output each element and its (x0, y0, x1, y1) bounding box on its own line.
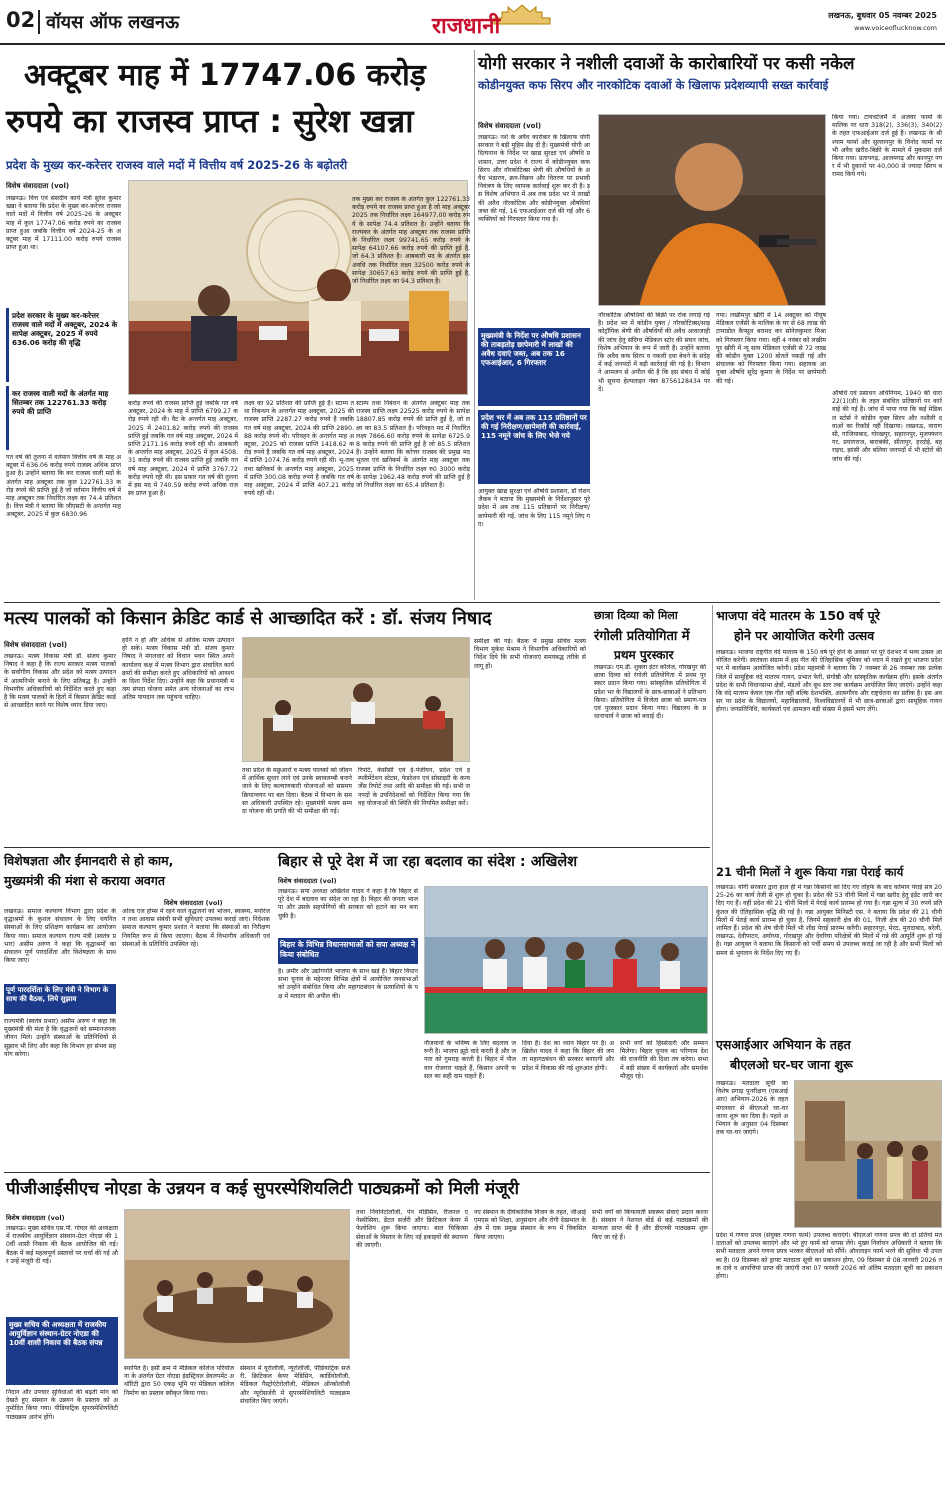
meeting-room-image (243, 638, 470, 762)
story-pgich-para-5: तथा नियोनेटोलॉजी, पेन मेडिसिन, रीजनल एनेस्थीसिया, डेंटल सर्जरी और क्रिटिकल केयर में फेलोशिप शुरू किया जाएगा। बाल चिकित्सा सेवाओं के विस्तार के लिए नई इकाइयों की स्थापना की जाएगी। (356, 1209, 468, 1249)
story-pgich-headline: पीजीआईसीएच नोएडा के उन्नयन व कई सुपरस्पेशियलिटी पाठ्यक्रमों को मिली मंजूरी (6, 1179, 520, 1199)
story-welfare-byline: विशेष संवाददाता (vol) (164, 899, 223, 907)
story-drugs-para-2: आयुक्त खाद्य सुरक्षा एवं औषधि प्रशासन, डॉ रोशन जैकब ने बताया कि मुख्यमंत्री के निर्देशानुसार पूरे प्रदेश में अब तक 115 प्रतिष्ठानों पर निरीक्षण/छापेमारी की गई, जांच के लिए 115 नमूने लिए गए। (478, 488, 590, 528)
story-vande-para: लखनऊ। भाजपा राष्ट्रगीत वंदे मातरम के 150 वर्ष पूरे होने के अवसर पर पूरे देशभर में भव्य उत्सव आयोजित करेगी। स्वतंत्रता संग्राम में इस गीत की ऐतिहासिक भूमिका को ध्यान में रखते हुए भाजपा प्रदेश भर में कार्यक्रम आयोजित करेगी। प्रदेश महामंत्री ने बताया कि 7 नवम्बर से 26 नवम्बर तक प्रत्येक जिले में सामूहिक वंदे मातरम गायन, प्रभात फेरी, संगोष्ठी और सांस्कृतिक कार्यक्रम होंगे। इसके अंतर्गत प्रदेश के सभी विधानसभा क्षेत्रों, मंडलों और बूथ स्तर तक कार्यक्रम आयोजित किए जाएंगे। उन्होंने कहा कि वंदे मातरम केवल एक गीत नहीं बल्कि देशभक्ति, आत्मगौरव और राष्ट्रचेतना का प्रतीक है। इस अवसर पर प्रदेश के विद्यालयों, महाविद्यालयों, विश्वविद्यालयों में भी छात्र-छात्राओं द्वारा सामूहिक गायन होगा। जनप्रतिनिधि, कार्यकर्ता एवं आमजन बड़ी संख्या में इसमें भाग लेंगे। (716, 649, 942, 714)
story-welfare-col-1 (4, 908, 116, 982)
story-akhilesh-para-1: लखनऊ। सपा अध्यक्ष अखिलेश यादव ने कहा है कि बिहार से पूरे देश में बदलाव का संदेश जा रहा है। बिहार की जनता भाजपा और उसके सहयोगियों की सरकार को हटाने का मन बना चुकी है। (278, 888, 418, 920)
story-pgich-col-1b (6, 1389, 118, 1491)
story-revenue-para-4: लक्ष्य का 92 प्रतिशत की प्राप्ति हुई है। स्टाम्प तथा निबन्धन के अन्तर्गत माह अक्टूबर, 2025 की राजस्व प्राप्ति 2287.27 करोड़ रुपये है जबकि गत वर्ष माह अक्टूबर, 2024 की प्राप्ति 2890.88 करोड़ रुपये थी। परिवहन के अन्तर्गत माह अक्टूबर, 2025 को राजस्व प्राप्ति 1418.62 करोड़ रुपये है जबकि गत वर्ष माह अक्टूबर, 2024 में प्राप्ति 1074.76 करोड़ रुपये रही थी। भू-तत्व तथा खनिकर्म के अन्तर्गत माह अक्टूबर, 2025 में प्राप्ति 300.08 करोड़ रुपये है जबकि गत वर्ष माह अक्टूबर, 2024 में प्राप्ति 407.21 करोड़ रुपये रही थी। (244, 400, 354, 498)
story-drugs-para-4: गया। लखीमपुर खीरी में 14 अक्टूबर को पीयूष मेडिकल एजेंसी के मालिक के घर से 68 लाख की टामाडोल कैप्सूल बरामद कर सोनेलकुमार मिश्रा को गिरफ्तार किया गया। वहीं 4 नवंबर को लखीमपुर खीरी में न्यू साय मेडिकल एजेंसी से 72 लाख की कोडीन युक्त 1200 बोतलें पकड़ी गई और संचालक को गिरफ्तार किया गया। सहायक आयुक्त औषधि सुरेंद्र कुमार के निर्देश पर छापेमारी की गई। (716, 312, 826, 385)
story-pgich-para-1: लखनऊ। मुख्य सचिव एस.पी. गोयल की अध्यक्षता में राजकीय आयुर्विज्ञान संस्थान-ग्रेटर नोएडा की 10वीं शासी निकाय की बैठक आयोजित की गई। बैठक में कई महत्वपूर्ण प्रस्तावों पर चर्चा की गई और उन्हें मंजूरी दी गई। (6, 1225, 118, 1265)
story-pgich-photo (124, 1209, 350, 1359)
section-name: वॉयस ऑफ लखनऊ (46, 12, 180, 33)
story-drugs-headline: योगी सरकार ने नशीली दवाओं के कारोबारियों पर कसी नकेल (478, 54, 855, 74)
story-drugs-highlight-1: मुख्यमंत्री के निर्देश पर औषधि प्रशासन की ताबड़तोड़ छापेमारी में लाखों की अवैध दवाएं जब्त, अब तक 16 एफआईआर, 6 गिरफ्तार (478, 328, 590, 406)
story-rangoli-col-1 (474, 638, 586, 838)
story-pgich-col-2 (124, 1365, 234, 1491)
story-vande-mataram (716, 605, 942, 860)
story-sir-para-2: प्रदेश में गणना प्रपत्र (संयुक्त गणना फार्म) उपलब्ध कराएंगे। बीएलओ गणना प्रपत्र की दो प्रतियां मतदाताओं को उपलब्ध कराएंगे और भरे हुए फार्म को वापस लेंगे। मुख्य निर्वाचन अधिकारी ने बताया कि सभी मतदाता अपने गणना प्रपत्र भरकर बीएलओ को सौंपें। ऑनलाइन फार्म भरने की सुविधा भी उपलब्ध है। 09 दिसम्बर को ड्राफ्ट मतदाता सूची का प्रकाशन होगा, 09 दिसम्बर से 08 जनवरी 2026 तक दावे व आपत्तियां प्राप्त की जाएंगी तथा 07 फरवरी 2026 को अंतिम मतदाता सूची का प्रकाशन होगा। (716, 1232, 942, 1281)
story-akhilesh-para-4: दिया है। देश का ध्यान बिहार पर है। अखिलेश यादव ने कहा कि बिहार की जनता महागठबंधन की सरकार बनाएगी और प्रदेश में विकास की नई शुरुआत होगी। (522, 1040, 614, 1072)
story-pgich-para-3: स्थापित है। इसी क्रम में मेडिकल कॉलेज परियोजना के अंतर्गत ग्रेटर नोएडा इंडस्ट्रियल डेवलपमेंट अथॉरिटी द्वारा 50 एकड़ भूमि पर मेडिकल कॉलेज निर्माण का प्रस्ताव स्वीकृत किया गया। (124, 1365, 234, 1397)
story-pgich-col-4 (356, 1209, 468, 1491)
story-pgich-para-4: संस्थान में यूरोलॉजी, न्यूरोलॉजी, पीडियाट्रिक सर्जरी, क्रिटिकल केयर मेडिसिन, कार्डियोलॉजी, मेडिकल गैस्ट्रोएंटेरोलॉजी, मेडिकल ऑन्कोलॉजी और न्यूरोसर्जरी में सुपरस्पेशियलिटी पाठ्यक्रम संचालित किए जाएंगे। (240, 1365, 350, 1405)
chief-minister-image (599, 115, 826, 306)
story-pgich-col-5 (474, 1209, 586, 1491)
story-fisheries-col-3 (242, 767, 352, 843)
story-rangoli-col-2 (594, 664, 706, 840)
dateline: लखनऊ, बुधवार 05 नवम्बर 2025 (828, 11, 937, 20)
story-sir-photo (794, 1080, 942, 1228)
story-pgich-para-7: सभी वर्गों को किफायती स्वास्थ्य सेवाएं प्रदान करना है। संस्थान ने नेशनल बोर्ड से कई पाठ्यक्रमों की मान्यता प्राप्त की है और डीएनबी पाठ्यक्रम शुरू किए जा रहे हैं। (592, 1209, 708, 1241)
story-welfare-headline-2: मुख्यमंत्री की मंशा से कराया अवगत (4, 873, 166, 888)
story-sir-headline-1: एसआईआर अभियान के तहत (716, 1037, 851, 1052)
story-revenue-col-5 (352, 196, 470, 346)
story-sugar-para: लखनऊ। योगी सरकार द्वारा हाल ही में गन्ना किसानों को दिए गए तोहफे के बाद वर्तमान पेराई सत्र 2025-26 का कार्य तेजी से शुरू हो चुका है। प्रदेश की 53 चीनी मिलों में गन्ना खरीद हेतु इंडेंट जारी कर दिए गए हैं। वहीं प्रदेश की 21 चीनी मिलों में पेराई कार्य प्रारम्भ हो गया है। गन्ना मूल्य में 30 रुपये प्रति कुंतल की ऐतिहासिक वृद्धि की गई है। गन्ना आयुक्त मिनिस्टी एस. ने बताया कि प्रदेश की 21 चीनी मिलों में पेराई कार्य प्रारम्भ हो चुका है, जिनमें सहकारी क्षेत्र की 01, निजी क्षेत्र की 20 चीनी मिलें शामिल हैं। प्रदेश की शेष चीनी मिलें भी शीघ्र पेराई प्रारम्भ करेंगी। सहारनपुर, मेरठ, मुरादाबाद, बरेली, लखनऊ, देवीपाटन, अयोध्या, गोरखपुर और देवरिया परिक्षेत्रों की मिलों में गन्ने की आपूर्ति शुरू हो गई है। गन्ना आयुक्त ने बताया कि किसानों को पर्ची समय से उपलब्ध कराई जा रही है और सभी मिलों को समय से भुगतान के निर्देश दिए गए हैं। (716, 884, 942, 957)
story-revenue-para-1: लखनऊ। वित्त एवं संसदीय कार्य मंत्री सुरेश कुमार खन्ना ने बताया कि प्रदेश के मुख्य कर-करेत्तर राजस्व वाले मदों में वित्तीय वर्ष 2025-26 के अक्टूबर माह में कुल 17747.06 करोड़ रुपये का राजस्व प्राप्त हुआ जबकि वित्तीय वर्ष 2024-25 के अक्टूबर माह में 17111.00 करोड़ रुपये राजस्व प्राप्त हुआ था। (6, 195, 121, 252)
story-rangoli-headline-1: छात्रा दिव्या को मिला (594, 609, 678, 622)
story-fisheries-col-1 (4, 653, 116, 841)
column-divider (474, 50, 475, 600)
story-revenue-highlight-1: प्रदेश सरकार के मुख्य कर-करेत्तर राजस्व वाले मदों में अक्टूबर, 2024 के सापेक्ष अक्टूबर, 2025 में रुपये 636.06 करोड़ की वृद्धि (6, 308, 121, 382)
story-drugs-highlight-2: प्रदेश भर में अब तक 115 प्रतिष्ठानों पर की गई निरीक्षण/छापेमारी की कार्रवाई, 115 नमूने जांच के लिए भेजे गये (478, 410, 590, 484)
story-sugar-mills (716, 862, 942, 1030)
story-vande-headline-1: भाजपा वंदे मातरम के 150 वर्ष पूरे (716, 608, 880, 623)
story-drugs-para-6: औषधि एवं प्रसाधन अधिनियम, 1940 की धारा 22(1)(डी) के तहत संबंधित प्रतिष्ठानों पर कार्रवाई की गई है। जांच में पाया गया कि कई मेडिकल स्टोर्स ने कोडीन युक्त सिरप और नशीली दवाओं का रिकॉर्ड नहीं दिखाया। लखनऊ, वाराणसी, गाजियाबाद, गोरखपुर, सहारनपुर, मुजफ्फरनगर, प्रयागराज, बाराबंकी, सीतापुर, हरदोई, बहराइच, झांसी और बलिया जनपदों में भी स्टोरों की जांच की गई। (832, 390, 942, 463)
story-pgich-para-6: नए संस्थान के दीर्घकालिक विजन के तहत, जीआईएमएस को शिक्षा, अनुसंधान और रोगी देखभाल के क्षेत्र में एक प्रमुख संस्थान के रूप में विकसित किया जाएगा। (474, 1209, 586, 1241)
story-akhilesh-highlight: बिहार के विभिन्न विधानसभाओं को सपा अध्यक्ष ने किया संबोधित (278, 938, 418, 964)
story-pgich-col-3 (240, 1365, 350, 1491)
story-akhilesh-para-5: सभी वर्गों को हिस्सेदारी और सम्मान मिलेगा। बिहार चुनाव का परिणाम देश की राजनीति की दिशा तय करेगा। सभा में बड़ी संख्या में कार्यकर्ता और समर्थक मौजूद रहे। (620, 1040, 708, 1080)
story-revenue-col-3 (244, 400, 354, 595)
story-revenue-col-1 (6, 195, 121, 305)
story-drugs-col-4 (832, 114, 942, 384)
story-akhilesh-byline: विशेष संवाददाता (vol) (278, 877, 337, 885)
palace-logo-icon (492, 4, 552, 26)
story-drugs-col-2 (598, 312, 710, 602)
story-welfare-highlight: पूर्ण पारदर्शिता के लिए मंत्री ने विभाग के साथ की बैठक, लिये सुझाव (4, 984, 116, 1014)
story-fisheries-headline: मत्स्य पालकों को किसान क्रेडिट कार्ड से आच्छादित करें : डॉ. संजय निषाद (4, 608, 492, 629)
story-welfare-headline-1: विशेषज्ञता और ईमानदारी से हो काम, (4, 853, 174, 868)
story-akhilesh-para-3: नौजवानों के भविष्य के लिए बदलाव जरूरी है। भाजपा झूठे वादे करती है और जनता को गुमराह करती है। बिहार में नौजवान रोजगार चाहते हैं, किसान अपनी फसल का सही दाम चाहते हैं। (424, 1040, 516, 1080)
section-rule-3 (4, 1172, 710, 1173)
column-divider-right (712, 605, 713, 1245)
story-fisheries-para-1: लखनऊ। मत्स्य विकास मंत्री डॉ. संजय कुमार निषाद ने कहा है कि राज्य सरकार मत्स्य पालकों के सर्वांगीण विकास और प्रदेश को मत्स्य उत्पादन में आत्मनिर्भर बनाने के लिए प्रतिबद्ध है। उन्होंने विभागीय अधिकारियों को निर्देशित करते हुए कहा है कि मत्स्य पालकों के हितों में किसान क्रेडिट कार्ड से आच्छादित करने पर विशेष ध्यान दिया जाए। (4, 653, 116, 710)
rally-stage-image (425, 887, 708, 1034)
story-fisheries-para-2: हानि न हो और अधिक से अधिक मत्स्य उत्पादन हो सके। मत्स्य विकास मंत्री डॉ. संजय कुमार निषाद ने मंगलवार को विधान भवन स्थित अपने कार्यालय कक्ष में मत्स्य विभाग द्वारा संचालित कार्यक्रमों की समीक्षा करते हुए अधिकारियों को आवश्यक दिशा निर्देश दिए। उन्होंने कहा कि प्रधानमंत्री मत्स्य संपदा योजना समेत अन्य योजनाओं का लाभ अंतिम पायदान तक पहुंचना चाहिए। (122, 637, 234, 702)
story-akhilesh-col-3 (522, 1040, 614, 1168)
story-welfare-col-1b (4, 1018, 116, 1158)
story-akhilesh-col-1b (278, 968, 418, 1052)
blo-door-to-door-image (795, 1081, 942, 1228)
story-fisheries-para-3: तथा प्रदेश के मछुआरों व मत्स्य पालकों को जीवन में आर्थिक सुधार लाने एवं उनके स्वावलम्बी बनाने जाने के लिए कल्याणकारी योजनाओं को ससमय क्रियान्वयन पर बल दिया। बैठक में विभाग के समस्त अधिकारी उपस्थित रहे। मुख्यमंत्री मत्स्य सम्पदा योजना की प्रगति की भी समीक्षा की गई। (242, 767, 352, 816)
story-drugs-col-5 (832, 390, 942, 602)
story-fisheries-col-4 (358, 767, 470, 843)
story-rangoli-headline-3: प्रथम पुरस्कार (614, 648, 674, 662)
story-revenue-headline-1: अक्टूबर माह में 17747.06 करोड़ (24, 58, 426, 93)
story-pgich-highlight: मुख्य सचिव की अध्यक्षता में राजकीय आयुर्विज्ञान संस्थान-ग्रेटर नोएडा की 10वीं शासी निकाय की बैठक संपन्न (6, 1317, 118, 1385)
story-sir-headline-2: बीएलओ घर-घर जाना शुरू (730, 1057, 853, 1072)
story-revenue-col-6 (356, 400, 470, 595)
story-akhilesh-col-2 (424, 1040, 516, 1168)
story-fisheries-col-2 (122, 637, 234, 841)
story-pgich-para-2: निदान और उपचार सुविधाओं की बढ़ती मांग को देखते हुए संस्थान के उन्नयन के प्रस्ताव को अनुमोदित किया गया। पीडियाट्रिक सुपरस्पेशियलिटी पाठ्यक्रम आरंभ होंगे। (6, 1389, 118, 1421)
story-welfare-para-1: लखनऊ। समाज कल्याण विभाग द्वारा प्रदेश के वृद्धाश्रमों के कुशल संचालन के लिए चयनित संस्थाओं के लिए प्रशिक्षण कार्यक्रम का आयोजन किया गया। समाज कल्याण राज्य मंत्री (स्वतंत्र प्रभार) असीम अरुण ने कहा कि वृद्धाश्रमों का संचालन पूर्ण पारदर्शिता और विशेषज्ञता के साथ किया जाए। (4, 908, 116, 965)
story-revenue-col-1b (6, 454, 121, 594)
story-drugs-col-1b (478, 488, 590, 603)
website: www.voiceoflucknow.com (854, 24, 937, 32)
story-drugs-para-3: नॉरकोटिक औषधियों की बिक्री पर रोक लगाई गई है। प्रदेश भर में कोडीन युक्त / नॉरकोटिक्स/साइकोट्रॉपिक श्रेणी की औषधियों की अवैध आवाजाही की जांच हेतु संदिग्ध मेडिकल स्टोर की सघन जांच, विशेष अभियान के रूप में जारी है। उन्होंने बताया कि अवैध कफ सिरप व नकली दवा बेचने के संदेह में कई जनपदों में बड़ी कार्रवाई की गई है। विभाग ने आमजन से अपील की है कि इस संबंध में कोई भी सूचना हेल्पलाइन नंबर 8756128434 पर दें। (598, 312, 710, 393)
story-vande-headline-2: होने पर आयोजित करेगी उत्सव (734, 628, 875, 643)
story-revenue-col-2 (128, 400, 238, 595)
story-rangoli-para-2: लखनऊ। एम.डी. शुक्ला इंटर कॉलेज, गोरखपुर की छात्रा दिव्या को रंगोली प्रतियोगिता में प्रथम पुरस्कार प्रदान किया गया। सांस्कृतिक प्रतियोगिता में प्रदेश भर के विद्यालयों के छात्र-छात्राओं ने प्रतिभाग किया। प्रतियोगिता में विजेता छात्रा को प्रमाण-पत्र एवं पुरस्कार प्रदान किया गया। विद्यालय के प्रधानाचार्य ने छात्रा को बधाई दी। (594, 664, 706, 721)
story-sir-para-1: लखनऊ। मतदाता सूची का विशेष प्रगाढ़ पुनरीक्षण (एसआईआर) अभियान-2026 के तहत मंगलवार से बीएलओ घर-घर जाना शुरू कर दिया है। पहले अभियान के अनुसार 04 दिसम्बर तक घर-घर जाएंगे। (716, 1080, 788, 1137)
story-drugs-byline: विशेष संवाददाता (vol) (478, 122, 542, 130)
story-pgich-col-1 (6, 1225, 118, 1315)
story-sir-col-1 (716, 1080, 788, 1228)
story-drugs-col-3 (716, 312, 826, 602)
story-rangoli (474, 609, 710, 843)
story-welfare-para-2: राज्यमंत्री (स्वतंत्र प्रभार) असीम अरुण ने कहा कि मुख्यमंत्री की मंशा है कि वृद्धजनों को सम्मानजनक जीवन मिले। उन्होंने संस्थाओं के प्रतिनिधियों से सुझाव भी लिए और कहा कि विभाग हर संभव सहयोग करेगा। (4, 1018, 116, 1058)
story-drugs-para-5: किया गया। टायवर्टेजमैं में अजवर फार्मा के मालिक पर धारा 318(2), 336(3), 340(2) के तहत एफआईआर दर्ज हुई है। लखनऊ के श्री श्याम फार्मा और सुल्तानपुर के विनोद फार्मा पर भी अवैध खरीद-बिक्री के मामले में मुकदमा दर्ज किया गया। प्रतापगढ़, आजमगढ़ और कानपुर नगर में भी दुकानों पर 40,000 से ज्यादा सिरप बरामद किये गये। (832, 114, 942, 179)
logo-text: राजधानी (432, 14, 501, 39)
story-revenue-para-5: तक मुख्य कर राजस्व के अंतर्गत कुल 122761.33 करोड़ रुपये का राजस्व प्राप्त हुआ है जो माह अक्टूबर 2025 तक निर्धारित लक्ष्य 164977.00 करोड़ रुपये के सापेक्ष 74.4 प्रतिशत है। उन्होंने बताया कि राज्यकर के अंतर्गत माह अक्टूबर तक राजस्व प्राप्ति के निर्धारित लक्ष्य 99741.65 करोड़ रुपये के सापेक्ष 64107.66 करोड़ रुपये की प्राप्ति हुई है, जो 64.3 प्रतिशत है। आबकारी मद के अंतर्गत इस अवधि तक निर्धारित लक्ष्य 32500 करोड़ रुपये के सापेक्ष 30657.63 करोड़ रुपये की प्राप्ति हुई है, जो निर्धारित लक्ष्य का 94.3 प्रतिशत है। (352, 196, 470, 286)
story-pgich-col-6 (592, 1209, 708, 1491)
story-welfare-para-3: ओल्ड एज होम्स में रहने वाले वृद्धजनों को भोजन, स्वास्थ्य, मनोरंजन तथा आवास संबंधी सभी सुविधाएं उपलब्ध कराई जाएं। निदेशक समाज कल्याण कुमार प्रशांत ने बताया कि संस्थाओं का निरीक्षण नियमित रूप से किया जाएगा। बैठक में विभागीय अधिकारी एवं संस्थाओं के प्रतिनिधि उपस्थित रहे। (122, 908, 270, 948)
board-meeting-image (125, 1210, 350, 1359)
story-akhilesh-headline: बिहार से पूरे देश में जा रहा बदलाव का संदेश : अखिलेश (278, 854, 578, 870)
story-drugs-photo (598, 114, 826, 306)
masthead-rule (0, 43, 945, 45)
story-pgich-byline: विशेष संवाददाता (vol) (6, 1214, 65, 1222)
story-revenue-para-3: करोड़ रुपये की राजस्व प्राप्ति हुई जबकि गत वर्ष अक्टूबर, 2024 के माह में प्राप्ति 6799.27 करोड़ रुपये रही थी। वैट के अन्तर्गत माह अक्टूबर, 2025 में 2401.82 करोड़ रुपये की राजस्व प्राप्ति हुई जबकि गत वर्ष माह अक्टूबर, 2024 में प्राप्ति 2171.16 करोड़ रुपये रही थी। आबकारी के अन्तर्गत माह अक्टूबर, 2025 में कुल 4508.31 करोड़ रुपये की राजस्व प्राप्ति हुई जबकि गत वर्ष माह अक्टूबर, 2024 में प्राप्ति 3767.72 करोड़ रुपये रही थी। इस प्रकार गत वर्ष की तुलना में इस मद में 740.59 करोड़ रुपये अधिक राजस्व प्राप्त हुआ है। (128, 400, 238, 498)
story-revenue-byline: विशेष संवाददाता (vol) (6, 182, 70, 190)
story-revenue-para-2: गत वर्ष की तुलना में वर्तमान वित्तीय वर्ष के माह अक्टूबर में 636.06 करोड़ रुपये राजस्व अधिक प्राप्त हुआ है। उन्होंने बताया कि कर राजस्व वाली मदों के अंतर्गत माह अक्टूबर तक कुल 122761.33 करोड़ रुपये की प्राप्ति हुई है जो वर्तमान वित्तीय वर्ष में माह अक्टूबर तक निर्धारित लक्ष्य का 74.4 प्रतिशत है। वित्त मंत्री ने बताया कि जीएसटी के अन्तर्गत माह अक्टूबर, 2025 में कुल 6830.96 (6, 454, 121, 519)
story-akhilesh-col-4 (620, 1040, 708, 1168)
story-pgich (4, 1175, 710, 1495)
story-vande-body (716, 649, 942, 857)
story-akhilesh-photo (424, 886, 708, 1034)
story-fisheries-byline: विशेष संवाददाता (vol) (4, 641, 68, 649)
section-rule-1 (4, 602, 940, 603)
logo (432, 4, 564, 40)
story-sugar-body (716, 884, 942, 1030)
story-rangoli-para-1: समीक्षा की गई। बैठक में प्रमुख सचिव मत्स्य विभाग मुकेश मेश्राम ने विभागीय अधिकारियों को निर्देश दिये कि सभी योजनाएं समयबद्ध तरीके से लागू हों। (474, 638, 586, 670)
page-number: 02 (6, 8, 36, 32)
story-akhilesh-col-1 (278, 888, 418, 936)
story-akhilesh-para-2: है। अमीर और उद्योगपति भाजपा के साथ खड़े हैं। बिहार विधानसभा चुनाव के मद्देनजर विभिन्न क्षेत्रों में आयोजित जनसभाओं को उन्होंने संबोधित किया और महागठबंधन के प्रत्याशियों के पक्ष में मतदान की अपील की। (278, 968, 418, 1000)
story-revenue-headline-2: रुपये का राजस्व प्राप्त : सुरेश खन्ना (6, 102, 414, 140)
story-welfare (4, 850, 274, 1168)
story-fisheries-photo (242, 637, 470, 762)
story-drugs (478, 50, 942, 605)
story-fisheries-para-4: रिपोर्ट, केसीसी एवं ई-पंजीयन, प्रदेश एवं इम्प्लीमेंटेशन स्टेटस, फेडरेशन एवं सोसाइटी के कन्वर्जेंस रिपोर्ट तथा आदि की समीक्षा की गई। सभी जनपदों के उपनिदेशकों को निर्देशित किया गया कि वह योजनाओं की स्थिति की नियमित समीक्षा करें। (358, 767, 470, 807)
masthead (0, 0, 945, 44)
story-sir-body (716, 1232, 942, 1492)
story-revenue-para-6: स्टाम्प तथा निबंधन के अंतर्गत अक्टूबर माह तक राजस्व प्राप्ति लक्ष्य 22525 करोड़ रुपये के सापेक्ष 18807.85 करोड़ रुपये की प्राप्ति हुई है, जो लक्ष्य का 83.5 प्रतिशत है। परिवहन मद में निर्धारित लक्ष्य 7866.60 करोड़ रुपये के सापेक्ष 6725.98 करोड़ रुपये की प्राप्ति हुई है जो 85.5 प्रतिशत है। उन्होंने बताया कि करेत्तर राजस्व की प्रमुख मद भूतत्व एवं खनिकर्म के अंतर्गत माह अक्टूबर तक राजस्व प्राप्ति के निर्धारित लक्ष्य रु0 3000 करोड़ के सापेक्ष 1962.48 करोड़ रुपये की प्राप्ति हुई है जो निर्धारित लक्ष्य का 65.4 प्रतिशत है। (356, 400, 470, 490)
story-drugs-col-1 (478, 134, 590, 319)
story-welfare-col-2 (122, 908, 270, 1158)
story-drugs-para-1: लखनऊ। नशे के अवैध कारोबार के खिलाफ योगी सरकार ने बड़ी मुहिम छेड़ दी है। मुख्यमंत्री योगी आदित्यनाथ के निर्देश पर खाद्य सुरक्षा एवं औषधि प्रशासन, उत्तर प्रदेश ने राज्य में कोडीनयुक्त कफ सिरप और नॉरकोटिक्स श्रेणी की औषधियों के अवैध भंडारण, क्रय-विक्रय और वितरण पर प्रभावी नियंत्रण के लिए व्यापक कार्रवाई शुरू कर दी है। इस विशेष अभियान में अब तक प्रदेश भर में लाखों की अवैध नॉरकोटिक और कोडीनयुक्त औषधियां जब्त की गई, 16 एफआईआर दर्ज की गईं और 6 व्यक्तियों को गिरफ्तार किया गया है। (478, 134, 590, 224)
story-drugs-subhead: कोडीनयुक्त कफ सिरप और नारकोटिक दवाओं के खिलाफ प्रदेशव्यापी सख्त कार्रवाई (478, 78, 829, 92)
story-akhilesh (276, 850, 710, 1170)
section-rule-2 (4, 847, 710, 848)
story-rangoli-headline-2: रंगोली प्रतियोगिता में (594, 629, 690, 644)
story-revenue-highlight-2: कर राजस्व वाली मदों के अंतर्गत माह सितम्बर तक 122761.33 करोड़ रुपये की प्राप्ति (6, 386, 121, 450)
page-number-divider (38, 10, 40, 34)
story-sugar-headline: 21 चीनी मिलों ने शुरू किया गन्ना पेराई कार्य (716, 865, 904, 879)
story-sir-blo (716, 1034, 942, 1494)
story-revenue-subhead: प्रदेश के मुख्य कर-करेत्तर राजस्व वाले मदों में वित्तीय वर्ष 2025-26 के बढ़ोतरी (6, 158, 348, 172)
